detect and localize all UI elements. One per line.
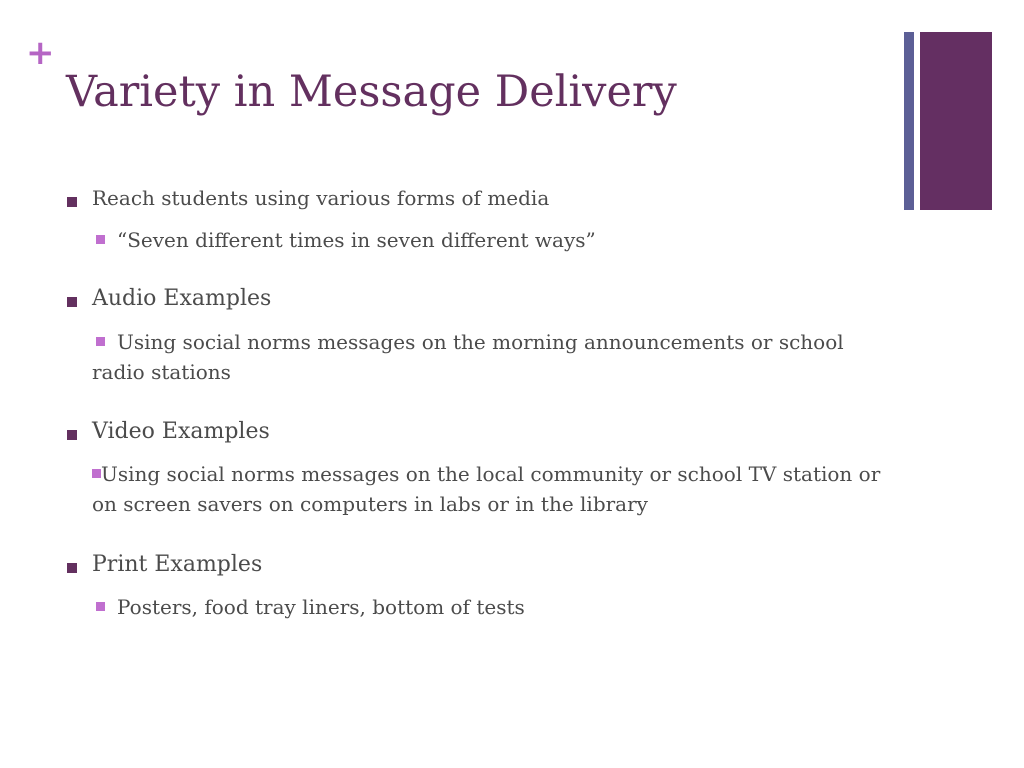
square-sub-bullet-icon — [92, 469, 101, 478]
square-bullet-icon — [67, 297, 77, 307]
sub-bullet — [96, 592, 896, 622]
slide-title: Variety in Message Delivery — [66, 67, 677, 117]
square-sub-bullet-icon — [96, 235, 105, 244]
sub-bullet-text: “Seven different times in seven different ways” — [117, 228, 596, 252]
bullet-text: Audio Examples — [92, 286, 272, 311]
sub-bullet-text: Posters, food tray liners, bottom of tests — [117, 595, 525, 619]
sub-bullet — [92, 327, 892, 387]
plus-icon: + — [26, 33, 55, 73]
square-bullet-icon — [67, 563, 77, 573]
bullet-text: Video Examples — [92, 419, 270, 444]
square-sub-bullet-icon — [96, 337, 105, 346]
bullet-text: Reach students using various forms of media — [92, 186, 550, 210]
sub-bullet-text: Using social norms messages on the local community or school TV station or on screen savers on computers in labs or in the library — [92, 462, 881, 516]
square-sub-bullet-icon — [96, 602, 105, 611]
bullet-text: Print Examples — [92, 552, 263, 577]
sub-bullet — [92, 459, 892, 519]
sub-bullet — [96, 225, 896, 255]
accent-bar-thick — [920, 32, 992, 210]
sub-bullet-text: Using social norms messages on the morning announcements or school radio stations — [92, 330, 844, 384]
accent-bar-thin — [904, 32, 914, 210]
square-bullet-icon — [67, 430, 77, 440]
square-bullet-icon — [67, 197, 77, 207]
